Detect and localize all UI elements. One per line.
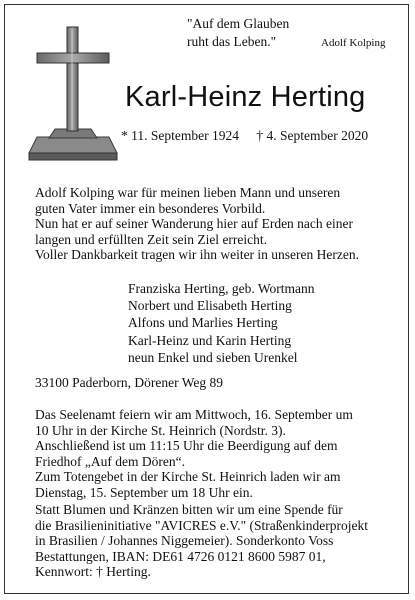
text-line: Nun hat er auf seiner Wanderung hier auf Erden nach einer xyxy=(35,216,354,232)
quote-line: ruht das Leben." xyxy=(187,34,277,49)
obituary-notice xyxy=(4,4,409,594)
family-list xyxy=(128,280,315,366)
text-line: 10 Uhr in der Kirche St. Heinrich (Nordstr. 3). xyxy=(35,422,286,438)
family-member: Norbert und Elisabeth Herting xyxy=(128,298,292,314)
service-text xyxy=(35,407,353,501)
intro-text xyxy=(35,185,359,263)
quote-author: Adolf Kolping xyxy=(321,37,386,49)
text-line: Friedhof „Auf dem Dören“. xyxy=(35,453,185,469)
text-line: Voller Dankbarkeit tragen wir ihn weiter in unseren Herzen. xyxy=(35,247,360,263)
text-line: Das Seelenamt feiern wir am Mittwoch, 16. September um xyxy=(35,407,353,422)
text-line: Kennwort: † Herting. xyxy=(35,564,151,580)
text-line: Zum Totengebet in der Kirche St. Heinrich laden wir am xyxy=(35,469,341,485)
quote-line: "Auf dem Glauben xyxy=(187,16,290,31)
deceased-name: Karl-Heinz Herting xyxy=(125,81,366,113)
family-member: neun Enkel und sieben Urenkel xyxy=(128,349,298,365)
address: 33100 Paderborn, Dörener Weg 89 xyxy=(35,375,223,390)
birth-date: * 11. September 1924 xyxy=(121,128,239,143)
text-line: die Brasilieninitiative "AVICRES e.V." (Straßenkinderprojekt xyxy=(35,517,368,533)
text-line: Bestattungen, IBAN: DE61 4726 0121 8600 5987 01, xyxy=(35,548,326,564)
text-line: guten Vater immer ein besonderes Vorbild. xyxy=(35,200,266,216)
life-dates xyxy=(121,128,368,144)
cross-icon xyxy=(27,25,119,165)
text-line: Statt Blumen und Kränzen bitten wir um eine Spende für xyxy=(35,502,343,517)
text-line: in Brasilien / Johannes Niggemeier). Sonderkonto Voss xyxy=(35,533,334,549)
donation-text xyxy=(35,502,368,580)
death-date: † 4. September 2020 xyxy=(256,128,369,143)
text-line: Dienstag, 15. September um 18 Uhr ein. xyxy=(35,484,253,500)
text-line: Anschließend ist um 11:15 Uhr die Beerdigung auf dem xyxy=(35,438,338,454)
family-member: Franziska Herting, geb. Wortmann xyxy=(128,281,315,296)
quote xyxy=(187,15,289,51)
family-member: Alfons und Marlies Herting xyxy=(128,315,278,331)
text-line: langen und erfüllten Zeit sein Ziel erreicht. xyxy=(35,231,268,247)
family-member: Karl-Heinz und Karin Herting xyxy=(128,332,292,348)
text-line: Adolf Kolping war für meinen lieben Mann und unseren xyxy=(35,185,341,200)
